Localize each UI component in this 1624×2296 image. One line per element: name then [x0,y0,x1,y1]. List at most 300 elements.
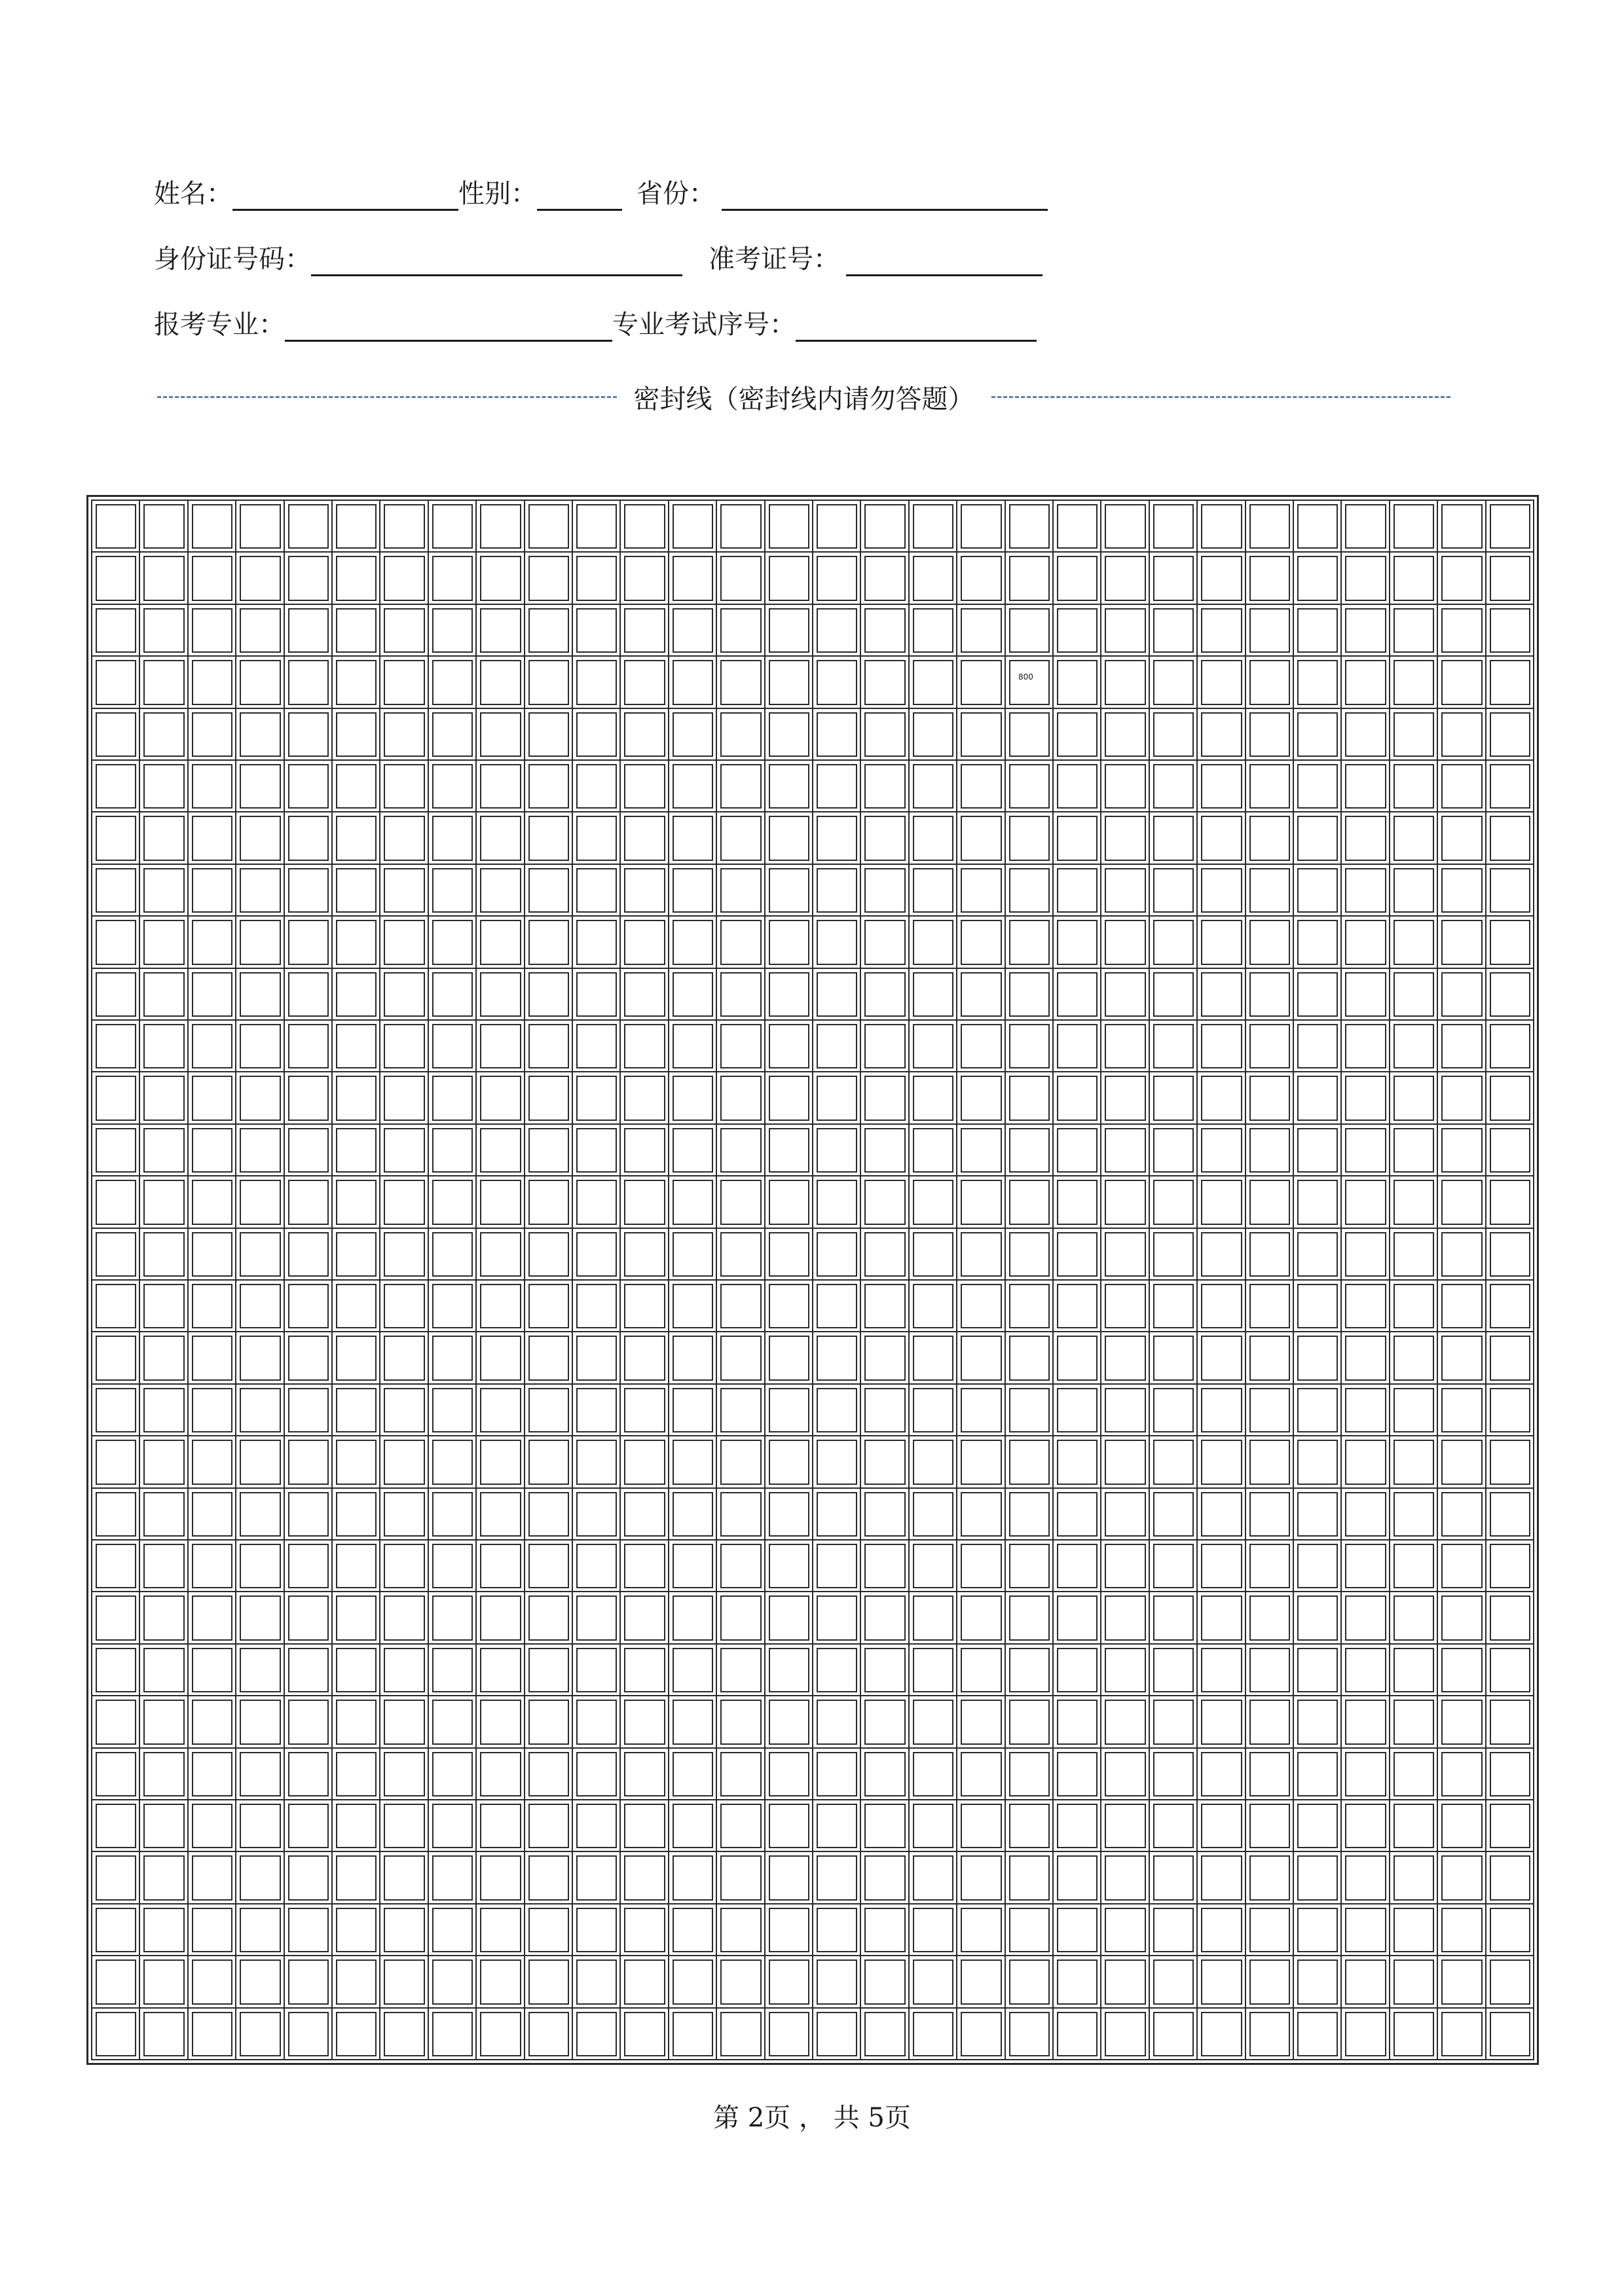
grid-cell[interactable] [957,1176,1005,1228]
grid-cell[interactable] [140,1229,188,1281]
grid-cell[interactable] [1438,1696,1486,1748]
grid-cell[interactable] [813,1956,861,2008]
grid-cell[interactable] [285,1540,333,1592]
grid-cell[interactable] [140,605,188,657]
grid-cell[interactable] [1294,1592,1342,1644]
grid-cell[interactable] [1486,1749,1534,1800]
grid-cell[interactable] [1390,1696,1438,1748]
grid-cell[interactable] [957,501,1005,553]
grid-cell[interactable] [813,1436,861,1488]
grid-cell[interactable] [573,605,621,657]
grid-cell[interactable] [717,501,765,553]
grid-cell[interactable] [1294,1852,1342,1904]
grid-cell[interactable] [285,1852,333,1904]
grid-cell[interactable] [861,1852,909,1904]
grid-cell[interactable] [477,812,525,864]
grid-cell[interactable] [140,1540,188,1592]
grid-cell[interactable] [910,1332,957,1384]
grid-cell[interactable] [525,1281,573,1332]
grid-cell[interactable] [92,1800,140,1852]
grid-cell[interactable] [573,1021,621,1072]
grid-cell[interactable] [1342,1436,1390,1488]
grid-cell[interactable] [1198,709,1246,761]
grid-cell[interactable] [766,1540,813,1592]
grid-cell[interactable] [910,1749,957,1800]
grid-cell[interactable] [236,1072,284,1124]
grid-cell[interactable] [1246,1281,1294,1332]
grid-cell[interactable] [140,917,188,968]
grid-cell[interactable] [1294,501,1342,553]
grid-cell[interactable] [92,1229,140,1281]
admission-number-field[interactable] [846,248,1043,276]
grid-cell[interactable] [380,1852,428,1904]
grid-cell[interactable] [1390,1540,1438,1592]
grid-cell[interactable] [1342,1696,1390,1748]
grid-cell[interactable] [1390,657,1438,708]
grid-cell[interactable] [621,1021,669,1072]
grid-cell[interactable] [669,1489,717,1540]
grid-cell[interactable] [1054,1540,1101,1592]
grid-cell[interactable] [92,1332,140,1384]
grid-cell[interactable] [1198,1229,1246,1281]
grid-cell[interactable] [573,709,621,761]
grid-cell[interactable] [957,1125,1005,1176]
grid-cell[interactable] [285,1229,333,1281]
grid-cell[interactable] [573,1956,621,2008]
grid-cell[interactable] [380,1021,428,1072]
grid-cell[interactable] [1198,1125,1246,1176]
grid-cell[interactable] [621,1540,669,1592]
grid-cell[interactable] [1294,1125,1342,1176]
grid-cell[interactable] [236,1125,284,1176]
grid-cell[interactable] [477,553,525,604]
grid-cell[interactable] [1054,1176,1101,1228]
grid-cell[interactable] [669,865,717,917]
grid-cell[interactable] [766,657,813,708]
grid-cell[interactable] [766,969,813,1021]
grid-cell[interactable] [1486,605,1534,657]
grid-cell[interactable] [140,969,188,1021]
grid-cell[interactable] [573,1904,621,1956]
grid-cell[interactable] [1486,1852,1534,1904]
grid-cell[interactable] [236,1229,284,1281]
grid-cell[interactable] [669,1696,717,1748]
grid-cell[interactable] [1054,1645,1101,1696]
grid-cell[interactable] [957,1385,1005,1436]
grid-cell[interactable] [525,917,573,968]
grid-cell[interactable] [1150,1385,1198,1436]
grid-cell[interactable] [669,1125,717,1176]
grid-cell[interactable] [236,1904,284,1956]
grid-cell[interactable] [1438,1645,1486,1696]
grid-cell[interactable] [1150,812,1198,864]
grid-cell[interactable] [861,1281,909,1332]
grid-cell[interactable] [717,1800,765,1852]
grid-cell[interactable] [236,1489,284,1540]
grid-cell[interactable] [285,761,333,812]
grid-cell[interactable] [380,1749,428,1800]
grid-cell[interactable] [333,1021,380,1072]
grid-cell[interactable] [1198,1489,1246,1540]
grid-cell[interactable] [140,1021,188,1072]
grid-cell[interactable] [1246,1021,1294,1072]
grid-cell[interactable] [1006,761,1054,812]
grid-cell[interactable] [813,2009,861,2060]
grid-cell[interactable] [910,1489,957,1540]
grid-cell[interactable] [717,1645,765,1696]
grid-cell[interactable] [861,2009,909,2060]
grid-cell[interactable] [957,969,1005,1021]
grid-cell[interactable] [236,501,284,553]
grid-cell[interactable] [813,1072,861,1124]
grid-cell[interactable] [525,1436,573,1488]
grid-cell[interactable] [717,1592,765,1644]
grid-cell[interactable] [1438,1332,1486,1384]
grid-cell[interactable] [813,1489,861,1540]
grid-cell[interactable] [1054,1696,1101,1748]
grid-cell[interactable] [1438,1281,1486,1332]
grid-cell[interactable] [717,1489,765,1540]
grid-cell[interactable] [477,1125,525,1176]
grid-cell[interactable] [669,1281,717,1332]
grid-cell[interactable] [189,605,236,657]
grid-cell[interactable] [1486,1436,1534,1488]
grid-cell[interactable] [1054,812,1101,864]
grid-cell[interactable] [1198,1852,1246,1904]
grid-cell[interactable] [1438,657,1486,708]
grid-cell[interactable] [1006,1125,1054,1176]
grid-cell[interactable] [333,1800,380,1852]
grid-cell[interactable] [1486,761,1534,812]
grid-cell[interactable] [1246,1800,1294,1852]
grid-cell[interactable] [333,865,380,917]
grid-cell[interactable] [1101,1125,1149,1176]
grid-cell[interactable] [1198,1176,1246,1228]
grid-cell[interactable] [525,1125,573,1176]
grid-cell[interactable] [525,553,573,604]
grid-cell[interactable] [861,605,909,657]
grid-cell[interactable] [813,917,861,968]
name-field[interactable] [232,183,458,211]
grid-cell[interactable] [957,1904,1005,1956]
grid-cell[interactable] [1150,1332,1198,1384]
grid-cell[interactable] [429,1021,477,1072]
grid-cell[interactable] [1294,969,1342,1021]
grid-cell[interactable] [717,1696,765,1748]
grid-cell[interactable] [669,1332,717,1384]
grid-cell[interactable] [1150,605,1198,657]
grid-cell[interactable] [1342,865,1390,917]
grid-cell[interactable] [1054,1072,1101,1124]
grid-cell[interactable] [189,1436,236,1488]
grid-cell[interactable] [669,969,717,1021]
grid-cell[interactable] [92,865,140,917]
grid-cell[interactable] [573,1489,621,1540]
grid-cell[interactable] [717,1436,765,1488]
grid-cell[interactable] [380,1956,428,2008]
grid-cell[interactable] [429,1956,477,2008]
grid-cell[interactable] [1486,1332,1534,1384]
grid-cell[interactable] [813,1332,861,1384]
grid-cell[interactable] [717,605,765,657]
grid-cell[interactable] [1246,865,1294,917]
grid-cell[interactable] [1438,969,1486,1021]
grid-cell[interactable] [621,2009,669,2060]
grid-cell[interactable] [1390,1385,1438,1436]
grid-cell[interactable] [333,812,380,864]
grid-cell[interactable] [910,2009,957,2060]
grid-cell[interactable] [525,969,573,1021]
grid-cell[interactable] [621,1072,669,1124]
grid-cell[interactable] [813,1645,861,1696]
grid-cell[interactable] [1198,2009,1246,2060]
grid-cell[interactable] [813,1281,861,1332]
grid-cell[interactable] [1486,865,1534,917]
grid-cell[interactable] [1438,501,1486,553]
grid-cell[interactable] [477,1852,525,1904]
grid-cell[interactable] [1246,1489,1294,1540]
grid-cell[interactable] [236,605,284,657]
grid-cell[interactable] [1294,1904,1342,1956]
grid-cell[interactable] [1246,1436,1294,1488]
grid-cell[interactable] [477,501,525,553]
grid-cell[interactable] [1294,1696,1342,1748]
grid-cell[interactable] [1342,1749,1390,1800]
grid-cell[interactable] [1150,1229,1198,1281]
grid-cell[interactable] [525,1904,573,1956]
grid-cell[interactable] [717,1749,765,1800]
grid-cell[interactable] [285,1385,333,1436]
grid-cell[interactable] [525,1229,573,1281]
grid-cell[interactable] [1294,1176,1342,1228]
grid-cell[interactable] [861,969,909,1021]
grid-cell[interactable] [1054,605,1101,657]
grid-cell[interactable] [333,1489,380,1540]
grid-cell[interactable] [621,969,669,1021]
grid-cell[interactable] [477,1281,525,1332]
grid-cell[interactable] [525,1800,573,1852]
grid-cell[interactable] [236,2009,284,2060]
grid-cell[interactable] [957,917,1005,968]
grid-cell[interactable] [1390,1072,1438,1124]
grid-cell[interactable] [1294,657,1342,708]
grid-cell[interactable] [957,553,1005,604]
grid-cell[interactable] [1101,812,1149,864]
grid-cell[interactable] [1198,1072,1246,1124]
grid-cell[interactable] [1294,1800,1342,1852]
grid-cell[interactable] [1006,1696,1054,1748]
grid-cell[interactable] [1054,501,1101,553]
grid-cell[interactable] [525,1021,573,1072]
grid-cell[interactable] [1294,605,1342,657]
grid-cell[interactable] [92,1281,140,1332]
grid-cell[interactable] [1150,1904,1198,1956]
grid-cell[interactable] [429,1072,477,1124]
grid-cell[interactable] [189,1749,236,1800]
grid-cell[interactable] [140,1852,188,1904]
grid-cell[interactable] [766,501,813,553]
grid-cell[interactable] [1101,917,1149,968]
grid-cell[interactable] [766,812,813,864]
grid-cell[interactable] [285,657,333,708]
grid-cell[interactable] [380,1125,428,1176]
grid-cell[interactable] [861,1229,909,1281]
grid-cell[interactable] [429,1229,477,1281]
grid-cell[interactable] [1054,1852,1101,1904]
grid-cell[interactable] [573,657,621,708]
grid-cell[interactable] [429,969,477,1021]
grid-cell[interactable] [861,1436,909,1488]
grid-cell[interactable] [1342,1800,1390,1852]
grid-cell[interactable] [1294,1540,1342,1592]
grid-cell[interactable] [717,1281,765,1332]
grid-cell[interactable] [669,501,717,553]
grid-cell[interactable] [1294,1021,1342,1072]
grid-cell[interactable] [1438,1540,1486,1592]
grid-cell[interactable] [669,1229,717,1281]
grid-cell[interactable] [285,917,333,968]
grid-cell[interactable] [189,1125,236,1176]
grid-cell[interactable] [1246,917,1294,968]
grid-cell[interactable] [573,1332,621,1384]
grid-cell[interactable] [717,2009,765,2060]
grid-cell[interactable] [333,553,380,604]
grid-cell[interactable] [1390,553,1438,604]
grid-cell[interactable] [957,1489,1005,1540]
grid-cell[interactable] [1438,761,1486,812]
grid-cell[interactable] [1150,553,1198,604]
grid-cell[interactable] [1150,1489,1198,1540]
grid-cell[interactable] [861,1904,909,1956]
grid-cell[interactable] [1342,1956,1390,2008]
grid-cell[interactable] [1246,553,1294,604]
grid-cell[interactable] [1198,1645,1246,1696]
grid-cell[interactable] [236,1956,284,2008]
grid-cell[interactable] [1390,812,1438,864]
grid-cell[interactable] [236,1592,284,1644]
grid-cell[interactable] [861,1072,909,1124]
grid-cell[interactable] [189,1385,236,1436]
grid-cell[interactable] [1150,1125,1198,1176]
grid-cell[interactable] [525,1489,573,1540]
grid-cell[interactable] [92,1904,140,1956]
grid-cell[interactable] [1198,1540,1246,1592]
grid-cell[interactable] [285,1072,333,1124]
grid-cell[interactable] [1054,1281,1101,1332]
grid-cell[interactable] [669,1749,717,1800]
grid-cell[interactable] [1294,1436,1342,1488]
grid-cell[interactable] [92,1956,140,2008]
grid-cell[interactable] [1006,1489,1054,1540]
grid-cell[interactable] [189,657,236,708]
grid-cell[interactable] [766,1176,813,1228]
grid-cell[interactable] [1390,1956,1438,2008]
grid-cell[interactable] [285,1592,333,1644]
grid-cell[interactable] [813,1229,861,1281]
grid-cell[interactable] [910,709,957,761]
grid-cell[interactable] [380,761,428,812]
grid-cell[interactable] [1390,1749,1438,1800]
grid-cell[interactable] [525,1540,573,1592]
grid-cell[interactable] [861,553,909,604]
grid-cell[interactable] [1101,1229,1149,1281]
grid-cell[interactable] [1438,1489,1486,1540]
grid-cell[interactable] [1438,1956,1486,2008]
id-number-field[interactable] [311,248,682,276]
grid-cell[interactable] [1390,1592,1438,1644]
grid-cell[interactable] [92,2009,140,2060]
grid-cell[interactable] [717,1904,765,1956]
grid-cell[interactable] [1006,1176,1054,1228]
grid-cell[interactable] [333,1956,380,2008]
grid-cell[interactable] [573,1125,621,1176]
grid-cell[interactable] [92,1436,140,1488]
grid-cell[interactable] [861,1645,909,1696]
grid-cell[interactable] [573,1749,621,1800]
grid-cell[interactable] [236,1021,284,1072]
grid-cell[interactable] [1198,1956,1246,2008]
grid-cell[interactable] [92,605,140,657]
grid-cell[interactable] [1486,1696,1534,1748]
grid-cell[interactable] [957,761,1005,812]
grid-cell[interactable] [910,969,957,1021]
grid-cell[interactable] [861,1696,909,1748]
grid-cell[interactable] [621,812,669,864]
grid-cell[interactable] [766,1489,813,1540]
grid-cell[interactable] [1198,1436,1246,1488]
grid-cell[interactable] [333,1229,380,1281]
grid-cell[interactable] [573,1281,621,1332]
grid-cell[interactable] [621,553,669,604]
grid-cell[interactable] [1198,1385,1246,1436]
grid-cell[interactable] [813,1176,861,1228]
grid-cell[interactable] [525,1645,573,1696]
grid-cell[interactable] [429,1436,477,1488]
grid-cell[interactable] [910,1592,957,1644]
grid-cell[interactable] [1101,657,1149,708]
grid-cell[interactable] [1246,1852,1294,1904]
grid-cell[interactable] [621,761,669,812]
grid-cell[interactable] [621,1696,669,1748]
grid-cell[interactable] [1246,1176,1294,1228]
grid-cell[interactable] [1486,1229,1534,1281]
grid-cell[interactable] [140,1125,188,1176]
grid-cell[interactable] [92,917,140,968]
grid-cell[interactable] [766,1072,813,1124]
grid-cell[interactable] [236,1176,284,1228]
grid-cell[interactable] [477,1540,525,1592]
grid-cell[interactable] [477,1800,525,1852]
grid-cell[interactable] [525,1385,573,1436]
grid-cell[interactable] [92,1125,140,1176]
grid-cell[interactable] [1150,969,1198,1021]
grid-cell[interactable] [1006,605,1054,657]
grid-cell[interactable] [285,812,333,864]
grid-cell[interactable] [1101,761,1149,812]
grid-cell[interactable] [477,865,525,917]
grid-cell[interactable] [236,1281,284,1332]
grid-cell[interactable] [477,605,525,657]
grid-cell[interactable] [1438,1176,1486,1228]
grid-cell[interactable] [285,1696,333,1748]
grid-cell[interactable] [1294,2009,1342,2060]
grid-cell[interactable] [717,917,765,968]
grid-cell[interactable] [525,1592,573,1644]
grid-cell[interactable] [1486,1592,1534,1644]
grid-cell[interactable] [1438,1125,1486,1176]
grid-cell[interactable] [285,969,333,1021]
grid-cell[interactable] [1342,1021,1390,1072]
